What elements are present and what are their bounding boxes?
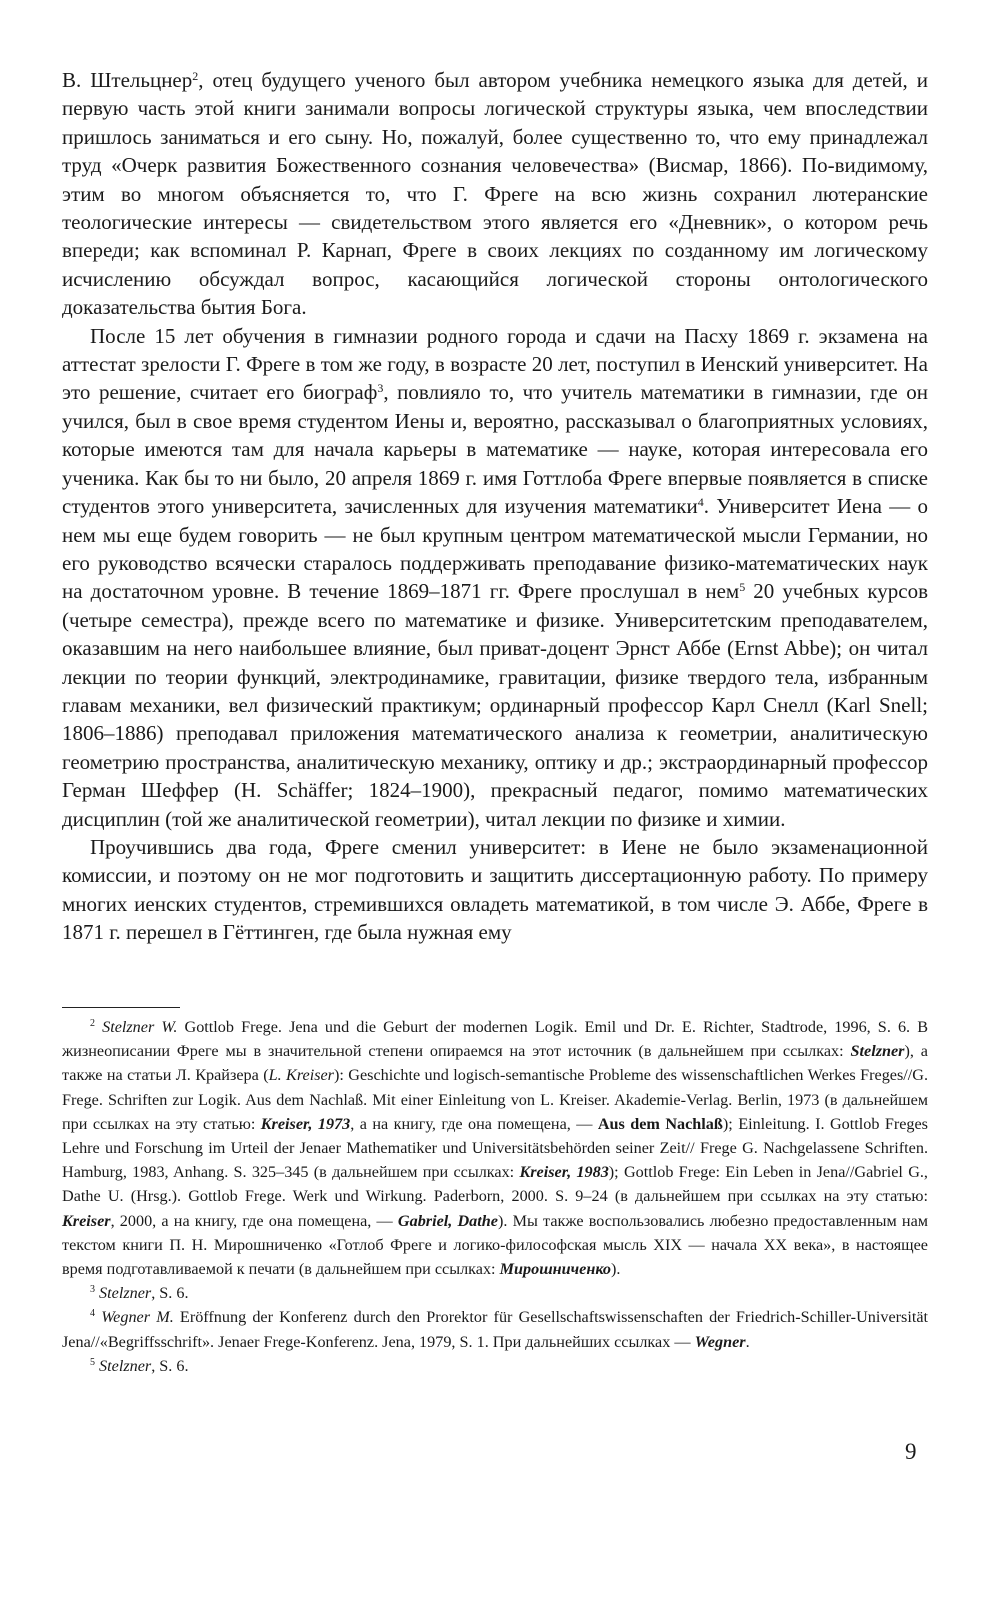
footnote-text: , S. 6. xyxy=(151,1284,189,1303)
paragraph-1-text-a: В. Штельцнер xyxy=(62,68,193,92)
footnote-4 xyxy=(62,1305,928,1353)
footnote-text: Eröffnung der Konferenz durch den Prorektor für Gesellschaftswissenschaften der Friedrich-Schiller-Universität Jena//«Begriffsschrift». Jenaer Frege-Konferenz. Jena, 1979, S. 1. При дальнейших ссылках — xyxy=(62,1308,928,1351)
footnote-ref-4[interactable]: 4 xyxy=(697,495,704,510)
footnote-number: 4 xyxy=(90,1308,95,1320)
footnote-ref-5[interactable]: 5 xyxy=(739,580,746,595)
footnote-author: Stelzner xyxy=(99,1356,152,1375)
footnote-abbrev: Kreiser, 1973 xyxy=(260,1114,351,1133)
footnote-5 xyxy=(62,1354,928,1378)
paragraph-2-text-a: После 15 лет обучения в гимназии родного города и сдачи на Пасху 1869 г. экзамена на аттестат зрелости Г. Фреге в том же году, в возрасте 20 лет, поступил в Иенский университет. На это решение, считает его биограф xyxy=(62,323,928,405)
footnote-text: . xyxy=(745,1332,750,1351)
footnote-text: Gottlob Frege. Jena und die Geburt der modernen Logik. Emil und Dr. E. Richter, Stadtrode, 1996, S. 6. В жизнеописании Фреге мы в значительной степени опираемся на этот источник (в дальнейшем при ссылках: xyxy=(62,1018,928,1061)
footnote-text: , 2000, а на книгу, где она помещена, — xyxy=(110,1211,398,1230)
footnote-abbrev: Aus dem Nachlaß xyxy=(597,1114,723,1133)
footnote-author: Stelzner W. xyxy=(102,1018,178,1036)
footnote-text: ). Мы также воспользовались любезно предоставленным нам текстом книги П. Н. Мирошниченко «Готлоб Фреге и логико-философская мысль XIX — начала XX века», в настоящее время подготавливаемой к печати (в дальнейшем при ссылках: xyxy=(62,1211,929,1279)
footnote-ref-3[interactable]: 3 xyxy=(377,381,384,396)
footnote-text: ); Gottlob Frege: Ein Leben in Jena//Gabriel G., Dathe U. (Hrsg.). Gottlob Frege. Werk und Wirkung. Paderborn, 2000. S. 9–24 (в дальнейшем при ссылках на эту статью: xyxy=(62,1163,928,1206)
footnote-abbrev: Wegner xyxy=(694,1332,746,1351)
paragraph-3-text: Проучившись два года, Фреге сменил университет: в Иене не было экзаменационной комиссии, и поэтому он не мог подготовить и защитить диссертационную работу. По примеру многих иенских студентов, стремившихся овладеть математикой, в том числе Э. Аббе, Фреге в 1871 г. перешел в Гёттинген, где была нужная ему xyxy=(62,834,928,945)
footnote-abbrev: Kreiser xyxy=(62,1211,111,1230)
paragraph-2-text-b: , повлияло то, что учитель математики в гимназии, где он учился, был в свое время студентом Иены и, вероятно, рассказывал о благоприятных условиях, которые имеются там для начала карьеры в математике — науке, которая интересовала его ученика. Как бы то ни было, 20 апреля 1869 г. имя Готтлоба Фреге впервые появляется в списке студентов этого университета, зачисленных для изучения математики xyxy=(62,380,928,519)
paragraph-2 xyxy=(62,322,928,833)
footnote-2 xyxy=(62,1015,928,1281)
paragraph-1 xyxy=(62,66,928,322)
footnote-number: 2 xyxy=(90,1018,95,1029)
footnote-abbrev: Kreiser, 1983 xyxy=(519,1163,609,1182)
footnote-text: ): Geschichte und logisch-semantische Probleme des wissenschaftlichen Werkes Freges//G. Frege. Schriften zur Logik. Aus dem Nachlaß. Mit einer Einleitung von L. Kreiser. Akademie-Verlag. Berlin, 1973 (в дальнейшем при ссылках на эту статью: xyxy=(62,1066,929,1133)
footnote-author: Stelzner xyxy=(99,1284,152,1303)
footnote-text: ), а также на статьи Л. Крайзера ( xyxy=(62,1042,928,1085)
footnote-ref-2[interactable]: 2 xyxy=(192,69,199,83)
footnote-author: L. Kreiser xyxy=(268,1066,334,1085)
page-number: 9 xyxy=(905,1439,917,1464)
paragraph-1-text-b: , отец будущего ученого был автором учебника немецкого языка для детей, и первую часть этой книги занимали вопросы логической структуры языка, чем впоследствии пришлось заниматься и его сыну. Но, пожалуй, более существенно то, что ему принадлежал труд «Очерк развития Божественного сознания человечества» (Висмар, 1866). По-видимому, этим во многом объясняется то, что Г. Фреге на всю жизнь сохранил лютеранские теологические интересы — свидетельством этого является его «Дневник», о котором речь впереди; как вспоминал Р. Карнап, Фреге в своих лекциях по созданному им логическому исчислению обсуждал вопрос, касающийся логической стороны онтологического доказательства бытия Бога. xyxy=(62,68,928,320)
paragraph-3 xyxy=(62,833,928,947)
footnote-abbrev: Мирошниченко xyxy=(499,1260,612,1279)
footnote-abbrev: Gabriel, Dathe xyxy=(397,1211,498,1230)
footnote-number: 3 xyxy=(90,1284,95,1296)
footnote-3 xyxy=(62,1281,928,1305)
footnote-text: ). xyxy=(611,1260,621,1279)
main-text xyxy=(62,66,928,947)
paragraph-2-text-d: 20 учебных курсов (четыре семестра), прежде всего по математике и физике. Университетским преподавателем, оказавшим на него наибольшее влияние, был приват-доцент Эрнст Аббе (Ernst Abbe); он читал лекции по теории функций, электродинамике, гравитации, физике твердого тела, избранным главам механики, вел физический практикум; ординарный профессор Карл Снелл (Karl Snell; 1806–1886) преподавал приложения математического анализа к геометрии, аналитическую геометрию пространства, аналитическую механику, оптику и др.; экстраординарный профессор Герман Шеффер (H. Schäffer; 1824–1900), прекрасный педагог, помимо математических дисциплин (той же аналитической геометрии), читал лекции по физике и химии. xyxy=(62,579,929,831)
footnote-divider xyxy=(62,1007,180,1008)
footnote-number: 5 xyxy=(90,1356,95,1368)
footnote-text: ); Einleitung. I. Gottlob Freges Lehre und Forschung im Urteil der Jenaer Mathematiker und Universitätsbehörden seiner Zeit// Frege G. Nachgelassene Schriften. Hamburg, 1983, Anhang. S. 325–345 (в дальнейшем при ссылках: xyxy=(62,1114,928,1182)
footnote-text: , S. 6. xyxy=(151,1356,189,1375)
footnote-author: Wegner M. xyxy=(101,1308,174,1327)
footnote-text: , а на книгу, где она помещена, — xyxy=(350,1114,598,1133)
footnotes xyxy=(62,1015,928,1378)
footnote-abbrev: Stelzner xyxy=(850,1042,905,1061)
paragraph-2-text-c: . Университет Иена — о нем мы еще будем говорить — не был крупным центром математической мысли Германии, но его руководство всячески старалось поддерживать преподавание физико-математических наук на достаточном уровне. В течение 1869–1871 гг. Фреге прослушал в нем xyxy=(62,494,928,604)
